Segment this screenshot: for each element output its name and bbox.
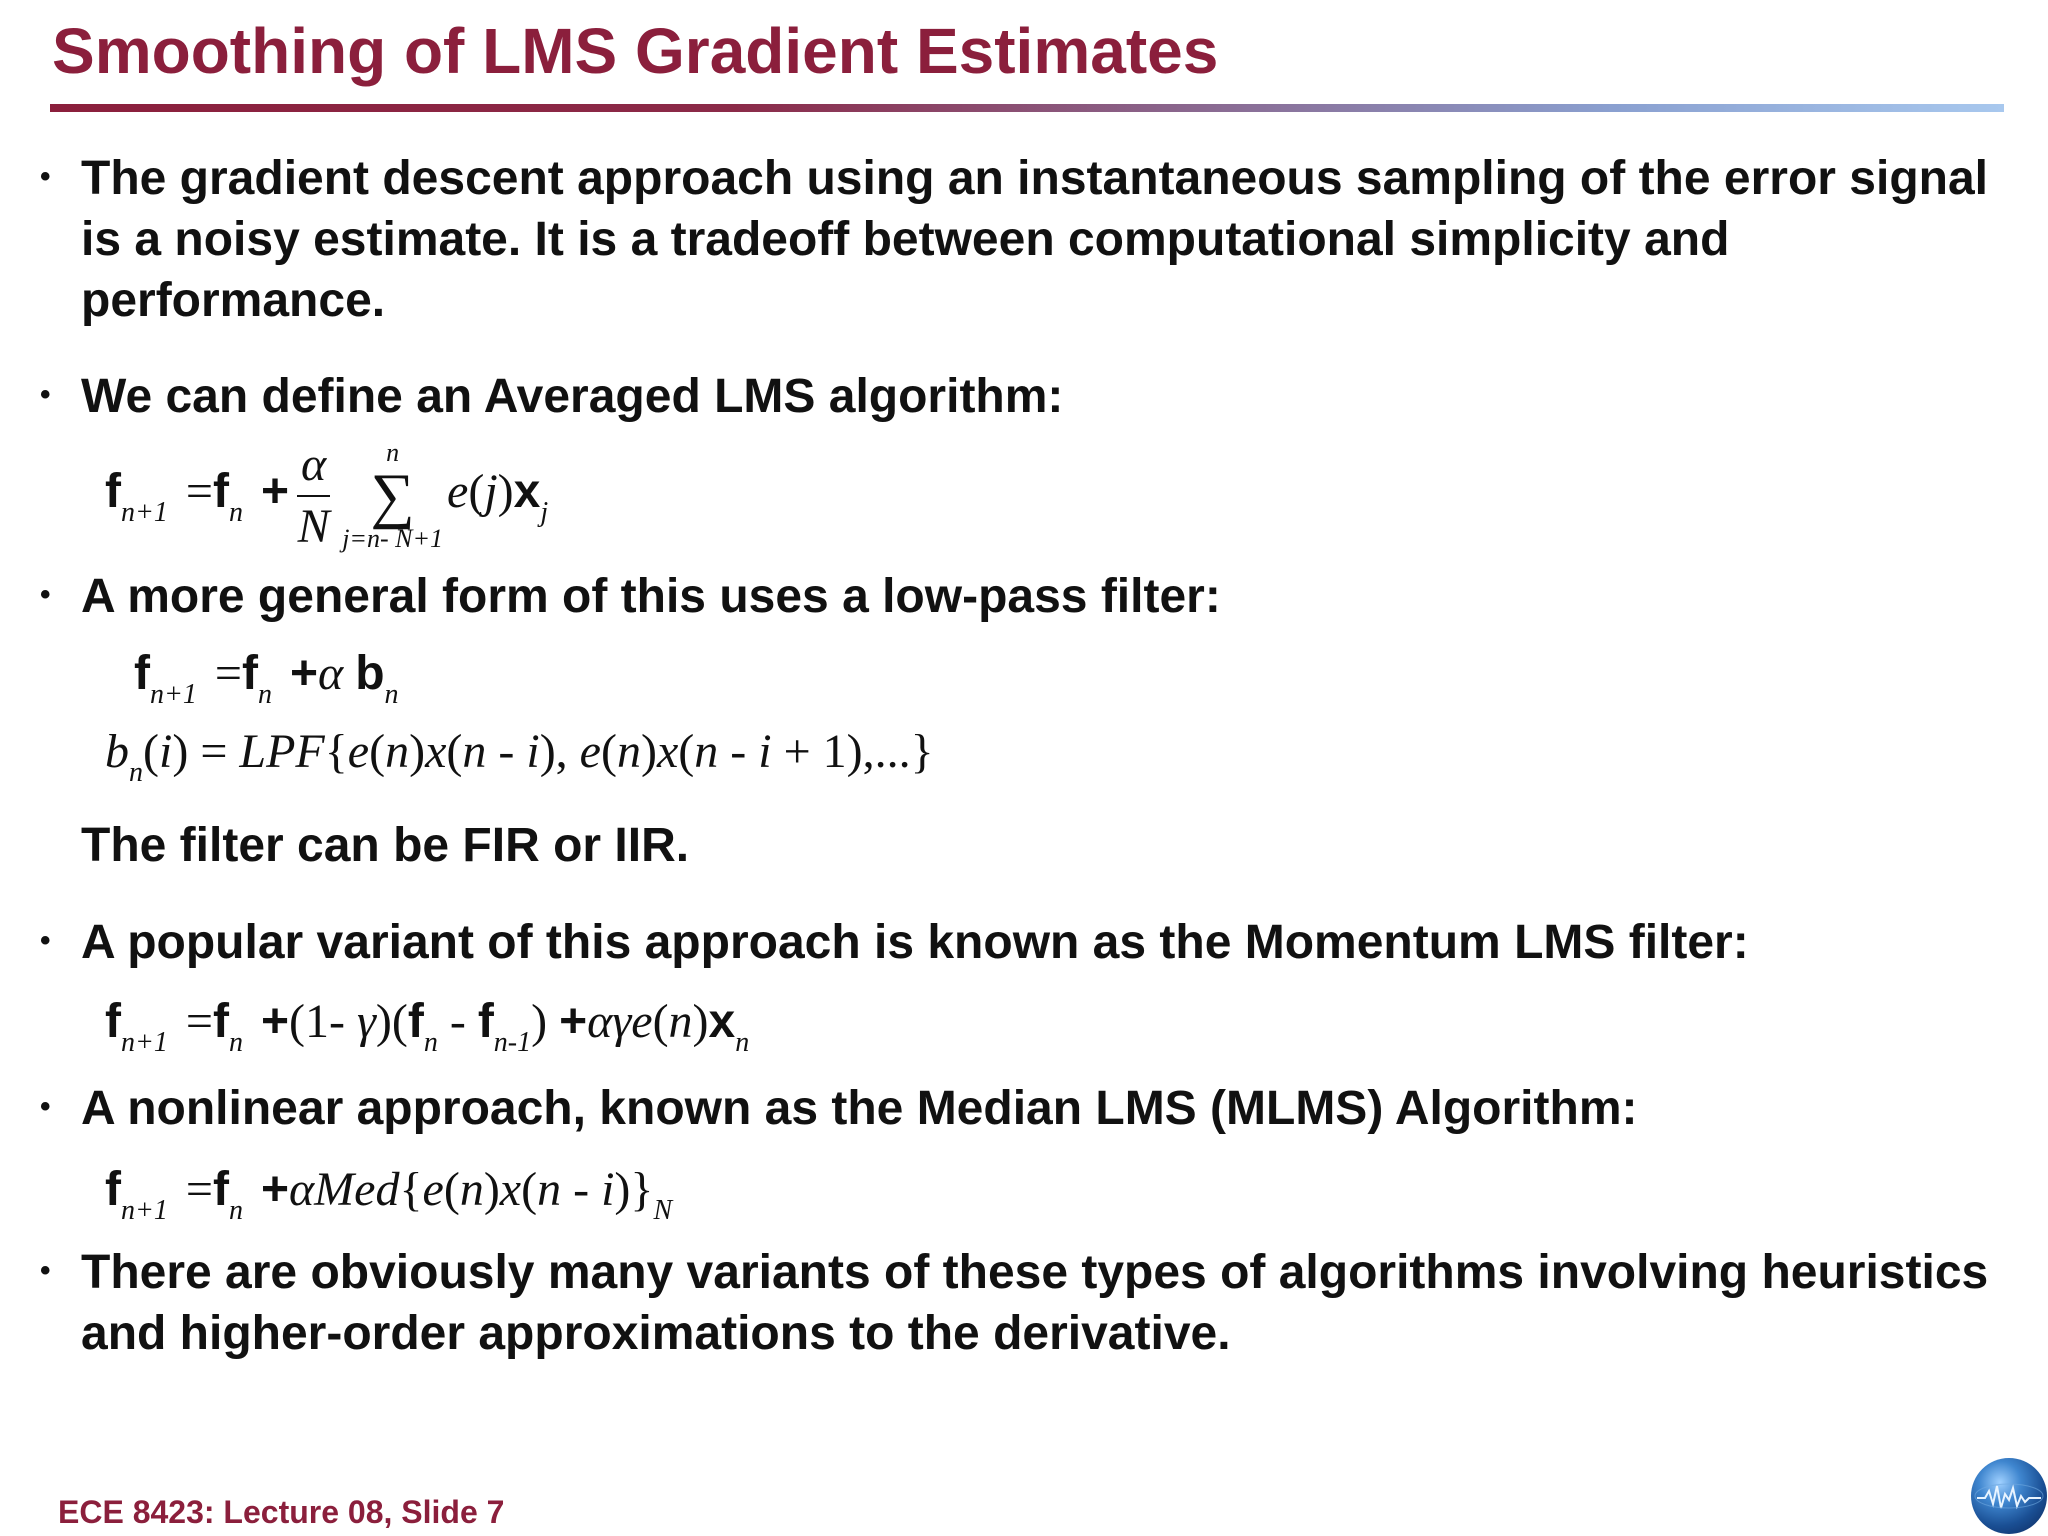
equation-median-lms: $f_{n+1} =f_n +\alpha Med\{e(n)x(n - i)\}_N$: [105, 1163, 673, 1226]
bullet-dot: •: [40, 1254, 51, 1287]
bullet-dot: •: [40, 1090, 51, 1123]
filter-note: The filter can be FIR or IIR.: [81, 819, 690, 872]
equation-lowpass-update: $f_{n+1} =f_n +\alpha$ $b_n$: [134, 647, 399, 710]
globe-logo-icon: [1971, 1458, 2047, 1534]
bullet-4: [40, 912, 2030, 973]
bullet-2: [40, 366, 2030, 427]
bullet-1-text: The gradient descent approach using an instantaneous sampling of the error signal is a noisy estimate. It is a tradeoff between computational simplicity and performance.: [81, 152, 1988, 327]
title-underline: [50, 104, 2004, 112]
bullet-6: [40, 1242, 2030, 1364]
bullet-4-text: A popular variant of this approach is known as the Momentum LMS filter:: [81, 916, 1749, 969]
slide-footer: ECE 8423: Lecture 08, Slide 7: [58, 1494, 505, 1530]
bullet-3-text: A more general form of this uses a low-pass filter:: [81, 570, 1221, 623]
equation-lowpass-filter: $b_n(i) = LPF\{e(n)x(n - i)$, e(n)x(n - i + 1),...}: [105, 725, 934, 788]
bullet-6-text: There are obviously many variants of these types of algorithms involving heuristics and higher-order approximations to the derivative.: [81, 1246, 1989, 1360]
bullet-dot: •: [40, 578, 51, 611]
bullet-5-text: A nonlinear approach, known as the Median LMS (MLMS) Algorithm:: [81, 1082, 1638, 1135]
bullet-dot: •: [40, 160, 51, 193]
slide-title: Smoothing of LMS Gradient Estimates: [52, 15, 1219, 87]
equation-averaged-lms: $f_{n+1} =f_n$ + $\frac{\alpha}{N}$ n ∑ j=n- N+1 $e(j)x_j$: [105, 438, 549, 553]
bullet-dot: •: [40, 378, 51, 411]
bullet-2-text: We can define an Averaged LMS algorithm:: [81, 370, 1064, 423]
bullet-5: [40, 1078, 2030, 1139]
equation-momentum-lms: $f_{n+1} =f_n +(1-$ $\gamma)(f_n - f_{n-1}) +\alpha\gamma e(n)x_n$: [105, 995, 750, 1058]
bullet-dot: •: [40, 924, 51, 957]
bullet-3: [40, 566, 2030, 627]
bullet-1: [40, 148, 2030, 331]
